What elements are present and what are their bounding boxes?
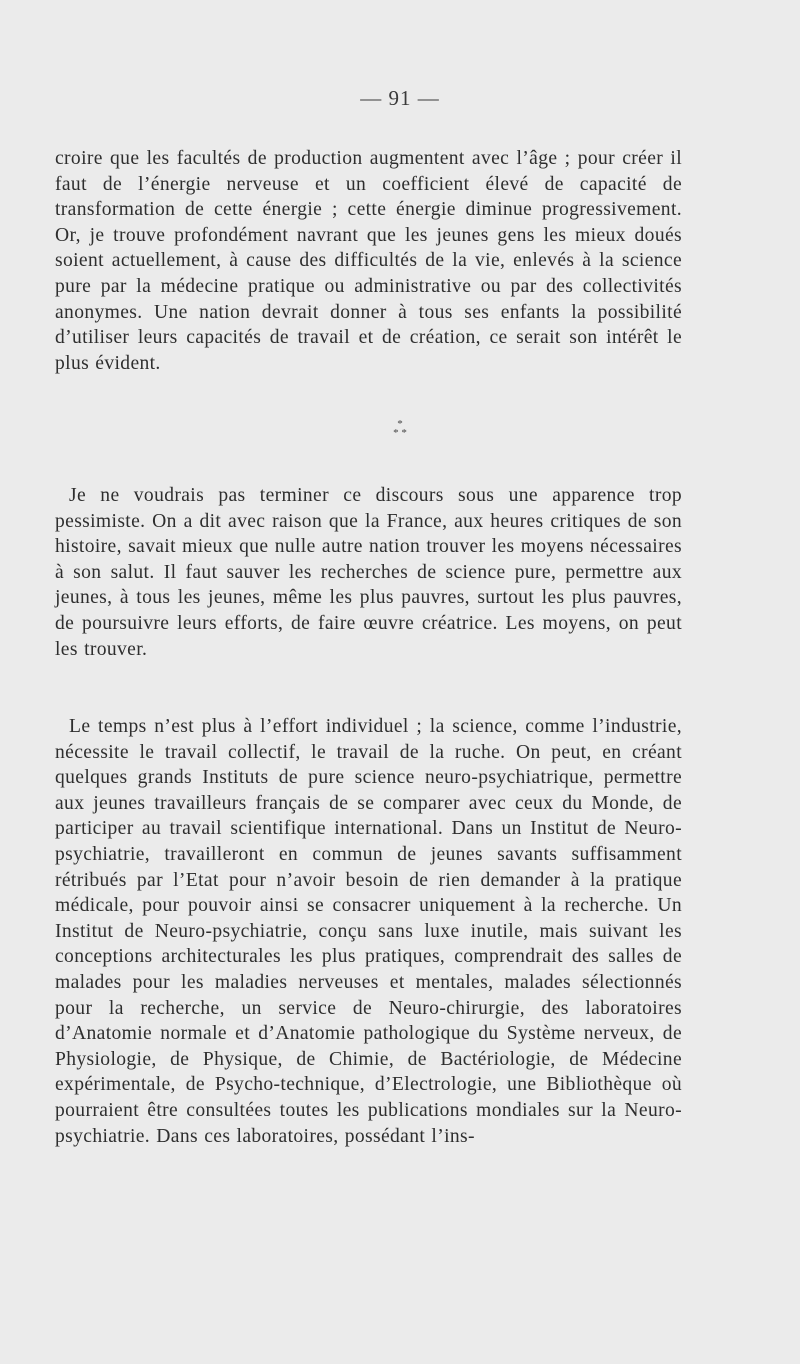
asterism-bottom-stars: * * [393,427,407,439]
paragraph-text: croire que les facultés de production augmentent avec l’âge ; pour créer il faut de l’énergie nerveuse et un coefficient élevé de capacité de transformation de cette énergie ; cette énergie diminue progressivement. Or, je trouve profondément navrant que les jeunes gens les mieux doués soient actuellement, à cause des difficultés de la vie, enlevés à la science pure par la médecine pratique ou administrative ou par des collectivités anonymes. Une nation devrait donner à tous ses enfants la possibilité d’utiliser leurs capacités de travail et de création, ce serait son intérêt le plus évident. [55,148,682,374]
asterism-top-star: * [397,418,403,430]
paragraph-conclusion-intro [55,483,682,662]
paragraph-continuation [55,146,682,376]
asterism-separator [0,420,800,438]
paragraph-text: Je ne voudrais pas terminer ce discours sous une apparence trop pessimiste. On a dit avec raison que la France, aux heures critiques de son histoire, savait mieux que nulle autre nation trouver les moyens nécessaires à son salut. Il faut sauver les recherches de science pure, permettre aux jeunes, à tous les jeunes, même les plus pauvres, surtout les plus pauvres, de poursuivre leurs efforts, de faire œuvre créatrice. Les moyens, on peut les trouver. [55,485,682,660]
page-number: — 91 — [360,86,440,110]
paragraph-institute-proposal [55,714,682,1149]
paragraph-text: Le temps n’est plus à l’effort individuel ; la science, comme l’industrie, nécessite le travail collectif, le travail de la ruche. On peut, en créant quelques grands Instituts de pure science neuro-psychiatrique, permettre aux jeunes travailleurs français de se comparer avec ceux du Monde, de participer au travail scientifique international. Dans un Institut de Neuro-psychiatrie, travailleront en commun de jeunes savants suffisamment rétribués par l’Etat pour n’avoir besoin de rien demander à la pratique médicale, pour pouvoir ainsi se consacrer uniquement à la recherche. Un Institut de Neuro-psychiatrie, conçu sans luxe inutile, mais suivant les conceptions architecturales les plus pratiques, comprendrait des salles de malades pour les maladies nerveuses et mentales, malades sélectionnés pour la recherche, un service de Neuro-chirurgie, des laboratoires d’Anatomie normale et d’Anatomie pathologique du Système nerveux, de Physiologie, de Physique, de Chimie, de Bactériologie, de Médecine expérimentale, de Psycho-technique, d’Electrologie, une Bibliothèque où pourraient être consultées toutes les publications mondiales sur la Neuro-psychiatrie. Dans ces laboratoires, possédant l’ins- [55,716,682,1147]
